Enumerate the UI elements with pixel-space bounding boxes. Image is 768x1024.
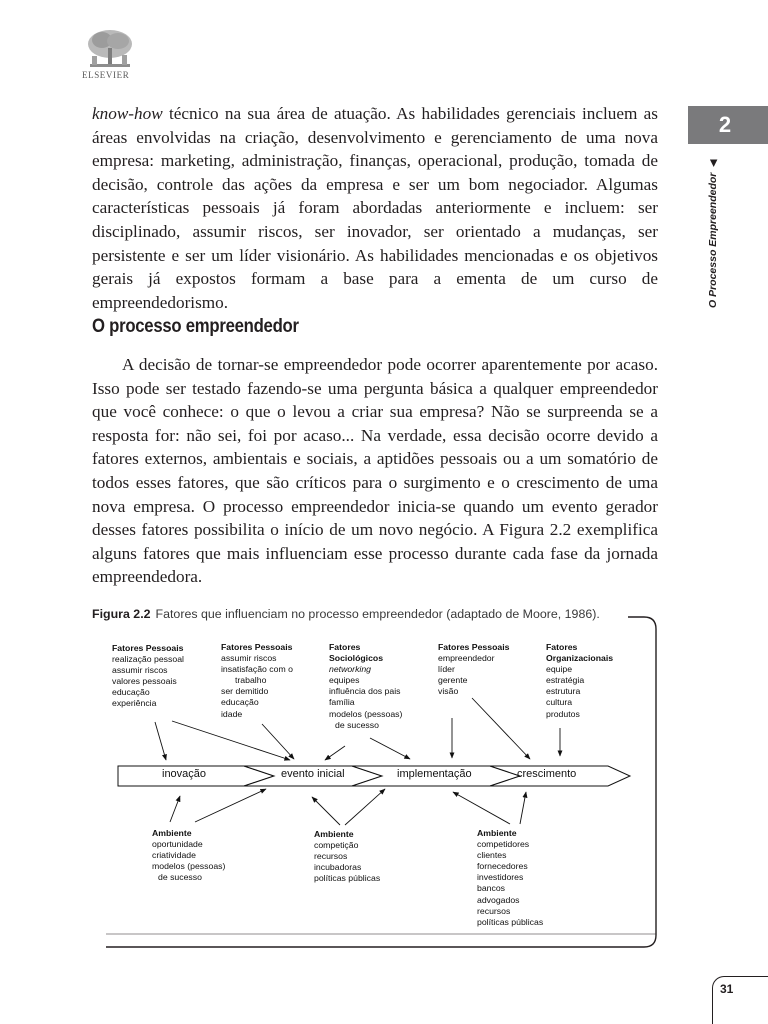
stage-implementacao: implementação [397, 768, 472, 780]
factor-item: networking [329, 664, 372, 675]
environment-box-1 [152, 828, 225, 883]
factor-title-2: Organizacionais [546, 653, 614, 664]
factor-item: criatividade [152, 850, 196, 861]
factor-item: estratégia [546, 675, 585, 686]
factor-item: experiência [112, 698, 157, 709]
figure-label: Figura 2.2 [92, 607, 151, 621]
factor-item: visão [438, 686, 459, 697]
publisher-name: ELSEVIER [82, 70, 130, 80]
factor-item: trabalho [235, 675, 267, 686]
factor-title: Ambiente [477, 828, 517, 838]
factor-item: assumir riscos [112, 665, 168, 676]
factor-item: modelos (pessoas) [152, 861, 226, 872]
factor-box-organizacionais [546, 642, 613, 720]
factor-title: Fatores Pessoais [438, 642, 510, 652]
factor-item: políticas públicas [477, 916, 544, 927]
stage-evento-inicial: evento inicial [281, 768, 345, 780]
paragraph-2-text: A decisão de tornar-se empreendedor pode ocorrer aparentemente por acaso. Isso pode ser testado fazendo-se uma pergunta básica a qualquer empreendedor que você conhece: o que o levou a criar sua empresa? Não se surpreenda se a resposta for: não sei, foi por acaso... Na verdade, essa decisão ocorre devido a fatores externos, ambientais e sociais, a aptidões pessoais ou a um somatório de todos esses fatores, que são críticos para o surgimento e o crescimento de uma nova empresa. O processo empreendedor inicia-se quando um evento gerador desses fatores possibilita o início de um novo negócio. A Figura 2.2 exemplifica alguns fatores que mais influenciam esse processo durante cada fase da jornada empreendedora. [92, 355, 658, 587]
stage-crescimento: crescimento [517, 768, 577, 780]
factor-item: assumir riscos [221, 653, 277, 664]
factor-item: equipes [329, 675, 360, 686]
factor-title: Ambiente [152, 828, 192, 838]
factor-item: modelos (pessoas) [329, 708, 403, 719]
italic-term: know-how [92, 104, 163, 123]
factor-item: clientes [477, 850, 507, 861]
factor-item: bancos [477, 883, 506, 894]
factor-box-pessoais-3 [438, 642, 509, 697]
factor-item: advogados [477, 894, 520, 905]
factor-title: Fatores Pessoais [221, 642, 293, 652]
section-heading: O processo empreendedor [92, 316, 299, 337]
factor-box-sociologicos [329, 642, 402, 731]
factor-item: educação [221, 697, 259, 708]
factor-item: incubadoras [314, 862, 362, 873]
environment-box-3 [477, 828, 543, 928]
factor-item: educação [112, 687, 150, 698]
factor-title: Fatores [546, 642, 578, 652]
factor-title: Fatores [329, 642, 361, 652]
factor-item: gerente [438, 675, 468, 686]
factor-item: família [329, 697, 355, 708]
factor-item: de sucesso [158, 872, 202, 883]
factor-item: insatisfação com o [221, 664, 293, 675]
factor-item: cultura [546, 697, 573, 708]
factor-item: produtos [546, 708, 580, 719]
factor-item: valores pessoais [112, 676, 177, 687]
figure-caption-text: Fatores que influenciam no processo empreendedor (adaptado de Moore, 1986). [155, 607, 600, 621]
running-head-text: O Processo Empreendedor [707, 172, 719, 308]
paragraph-1-text: técnico na sua área de atuação. As habilidades gerenciais incluem as áreas envolvidas na criação, desenvolvimento e gerenciamento de uma nova empresa: marketing, administração, finanças, operacional, produção, tomada de decisão, controle das ações da empresa e ser um bom negociador. Algumas características pessoais já foram abordadas anteriormente e incluem: ser disciplinado, assumir riscos, ser inovador, ser orientado a mudanças, ser persistente e ser um líder visionário. As habilidades mencionadas e os objetivos gerais já expostos formam a base para a ementa de um curso de empreendedorismo. [92, 104, 658, 312]
factor-title-2: Sociológicos [329, 653, 384, 664]
factor-item: políticas públicas [314, 873, 381, 884]
factor-item: fornecedores [477, 861, 528, 872]
factor-item: investidores [477, 872, 524, 883]
factor-item: líder [438, 664, 455, 675]
triangle-marker-icon: ◀ [708, 159, 718, 167]
factor-item: ser demitido [221, 686, 269, 697]
factor-item: estrutura [546, 686, 581, 697]
factor-item: empreendedor [438, 653, 495, 664]
factor-item: recursos [314, 851, 348, 862]
factor-item: idade [221, 708, 243, 719]
factor-title: Ambiente [314, 829, 354, 839]
factor-item: equipe [546, 664, 573, 675]
page-number: 31 [720, 982, 734, 996]
factor-box-pessoais-1 [112, 643, 184, 710]
factor-box-pessoais-2 [221, 642, 293, 720]
factor-item: competição [314, 840, 359, 851]
environment-box-2 [314, 829, 380, 884]
factor-item: influência dos pais [329, 686, 401, 697]
factor-item: competidores [477, 839, 530, 850]
factor-item: de sucesso [335, 719, 379, 730]
factor-item: realização pessoal [112, 654, 184, 665]
factor-item: recursos [477, 905, 511, 916]
chapter-number: 2 [718, 112, 732, 137]
stage-inovacao: inovação [162, 768, 207, 780]
factor-item: oportunidade [152, 839, 203, 850]
factor-title: Fatores Pessoais [112, 643, 184, 653]
